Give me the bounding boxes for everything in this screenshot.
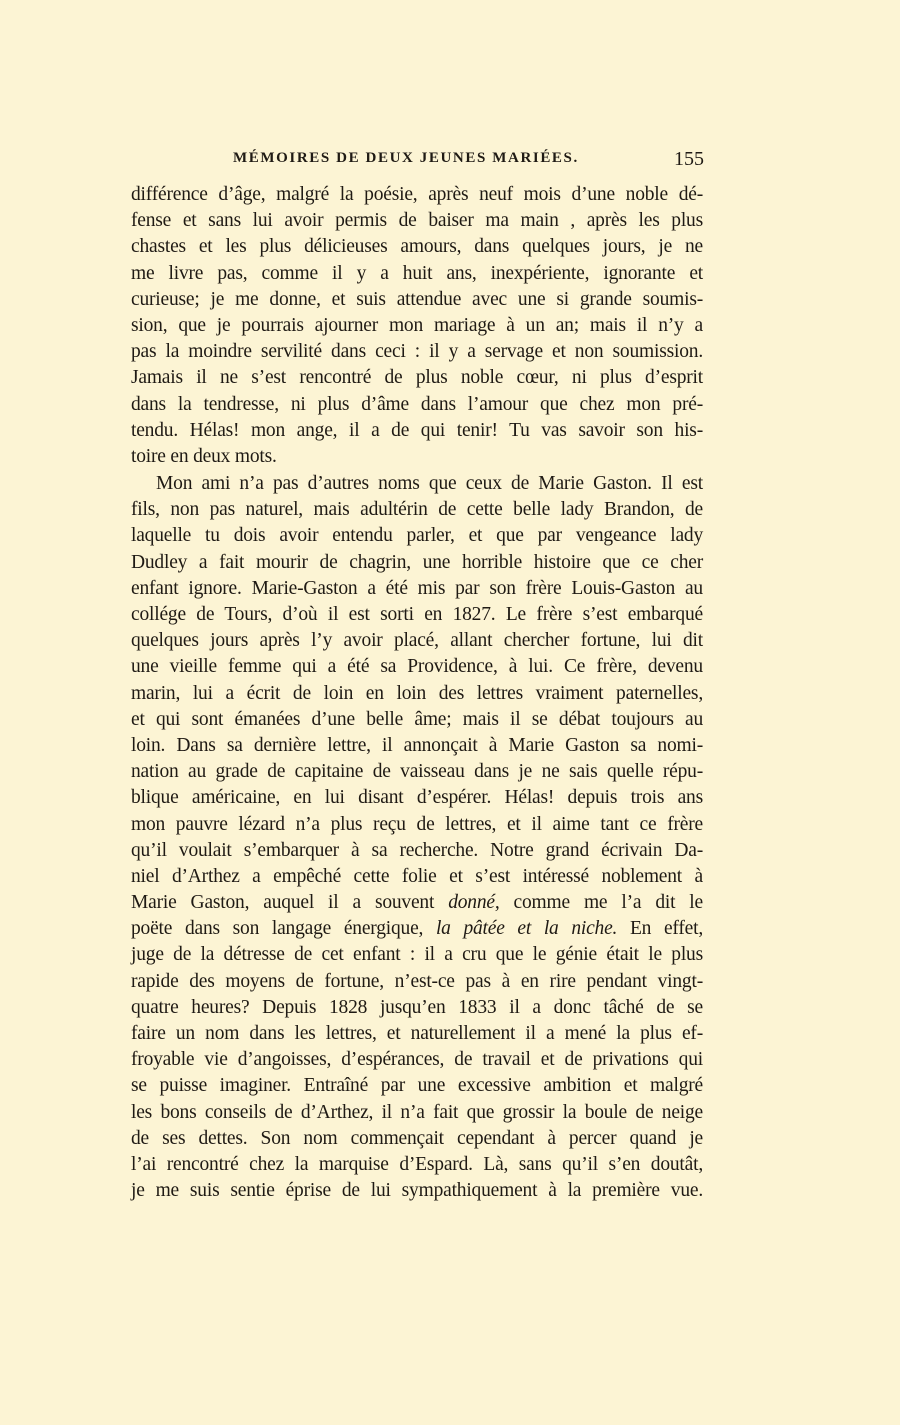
text-segment: comme me l’a dit le [499, 892, 703, 914]
running-title: MÉMOIRES DE DEUX JEUNES MARIÉES. [233, 150, 579, 166]
text-segment: enfant ignore. Marie-Gaston a été mis par son frère Louis-Gaston au [131, 577, 703, 599]
text-segment: nation au grade de capitaine de vaisseau dans je ne sais quelle répu- [131, 761, 703, 783]
text-segment: curieuse; je me donne, et suis attendue avec une si grande soumis- [131, 288, 703, 310]
text-line [131, 628, 703, 654]
text-segment: quatre heures? Depuis 1828 jusqu’en 1833 il a donc tâché de se [131, 996, 703, 1018]
body-text [131, 182, 703, 1204]
text-line [131, 995, 703, 1021]
text-segment: et qui sont émanées d’une belle âme; mais il se débat toujours au [131, 708, 703, 730]
text-line [131, 1152, 703, 1178]
text-line [131, 759, 703, 785]
text-line [131, 602, 703, 628]
text-line [131, 365, 703, 391]
text-segment: blique américaine, en lui disant d’espérer. Hélas! depuis trois ans [131, 787, 703, 809]
text-line [131, 497, 703, 523]
text-segment: En effet, [617, 918, 703, 940]
text-segment: faire un nom dans les lettres, et naturellement il a mené la plus ef- [131, 1023, 703, 1044]
text-line [131, 1100, 703, 1126]
italic-text: la pâtée et la niche. [435, 918, 618, 940]
text-line [131, 1126, 703, 1152]
page-header [233, 150, 704, 174]
text-line [131, 471, 703, 497]
text-line [131, 313, 703, 339]
text-segment: Marie Gaston, auquel il a souvent [131, 892, 449, 914]
text-segment: juge de la détresse de cet enfant : il a cru que le génie était le plus [131, 944, 703, 966]
text-line [131, 1047, 703, 1073]
text-segment: qu’il voulait s’embarquer à sa recherche. Notre grand écrivain Da- [131, 839, 703, 861]
text-segment: Mon ami n’a pas d’autres noms que ceux de Marie Gaston. Il est [156, 473, 703, 495]
text-segment: pas la moindre servilité dans ceci : il y a servage et non soumission. [131, 341, 703, 363]
text-segment: sion, que je pourrais ajourner mon mariage à un an; mais il n’y a [131, 314, 703, 336]
text-segment: loin. Dans sa dernière lettre, il annonçait à Marie Gaston sa nomi- [131, 734, 703, 756]
text-line [131, 681, 703, 707]
text-line [131, 550, 703, 576]
text-line [131, 707, 703, 733]
text-segment: froyable vie d’angoisses, d’espérances, de travail et de privations qui [131, 1049, 703, 1071]
text-segment: niel d’Arthez a empêché cette folie et s’est intéressé noblement à [131, 865, 703, 887]
text-segment: chastes et les plus délicieuses amours, dans quelques jours, je ne [131, 236, 703, 258]
text-segment: quelques jours après l’y avoir placé, allant chercher fortune, lui dit [131, 630, 703, 652]
text-line [131, 523, 703, 549]
text-segment: dans la tendresse, ni plus d’âme dans l’amour que chez mon pré- [131, 393, 703, 415]
text-segment: mon pauvre lézard n’a plus reçu de lettres, et il aime tant ce frère [131, 813, 703, 835]
text-segment: différence d’âge, malgré la poésie, après neuf mois d’une noble dé- [131, 184, 703, 205]
text-segment: Jamais il ne s’est rencontré de plus noble cœur, ni plus d’esprit [131, 367, 703, 389]
text-segment: les bons conseils de d’Arthez, il n’a fait que grossir la boule de neige [131, 1101, 703, 1123]
text-line [131, 838, 703, 864]
text-line [131, 890, 703, 916]
text-line [131, 864, 703, 890]
text-segment: se puisse imaginer. Entraîné par une excessive ambition et malgré [131, 1075, 703, 1097]
text-line [131, 234, 703, 260]
text-line [131, 339, 703, 365]
text-line [131, 942, 703, 968]
text-segment: de ses dettes. Son nom commençait cependant à percer quand je [131, 1127, 703, 1149]
italic-text: donné, [448, 892, 500, 914]
text-segment: fense et sans lui avoir permis de baiser ma main , après les plus [131, 210, 703, 232]
text-line [131, 392, 703, 418]
text-segment: poëte dans son langage énergique, [131, 918, 436, 940]
page-number: 155 [674, 148, 704, 170]
text-line [131, 287, 703, 313]
text-segment: fils, non pas naturel, mais adultérin de cette belle lady Brandon, de [131, 499, 703, 521]
text-segment: tendu. Hélas! mon ange, il a de qui tenir! Tu vas savoir son his- [131, 419, 703, 441]
text-line [131, 733, 703, 759]
text-line [131, 576, 703, 602]
text-line [131, 1178, 703, 1204]
text-segment: Dudley a fait mourir de chagrin, une horrible histoire que ce cher [131, 551, 703, 573]
text-segment: je me suis sentie éprise de lui sympathiquement à la première vue. [131, 1180, 703, 1202]
text-line [131, 916, 703, 942]
paragraph [131, 471, 703, 1204]
text-line [131, 654, 703, 680]
text-segment: toire en deux mots. [131, 445, 277, 467]
text-line [131, 1021, 703, 1047]
text-line [131, 969, 703, 995]
text-segment: me livre pas, comme il y a huit ans, inexpériente, ignorante et [131, 262, 703, 284]
paragraph [131, 182, 703, 470]
text-line [131, 418, 703, 444]
text-line [131, 444, 703, 470]
text-line [131, 812, 703, 838]
text-line [131, 1073, 703, 1099]
text-segment: marin, lui a écrit de loin en loin des lettres vraiment paternelles, [131, 682, 703, 704]
text-line [131, 261, 703, 287]
text-segment: collége de Tours, d’où il est sorti en 1827. Le frère s’est embarqué [131, 604, 703, 625]
text-segment: laquelle tu dois avoir entendu parler, et que par vengeance lady [131, 525, 703, 547]
text-segment: rapide des moyens de fortune, n’est-ce pas à en rire pendant vingt- [131, 970, 703, 992]
text-segment: une vieille femme qui a été sa Providence, à lui. Ce frère, devenu [131, 656, 703, 678]
text-line [131, 182, 703, 208]
text-segment: l’ai rencontré chez la marquise d’Espard. Là, sans qu’il s’en doutât, [131, 1153, 703, 1175]
text-line [131, 785, 703, 811]
text-line [131, 208, 703, 234]
